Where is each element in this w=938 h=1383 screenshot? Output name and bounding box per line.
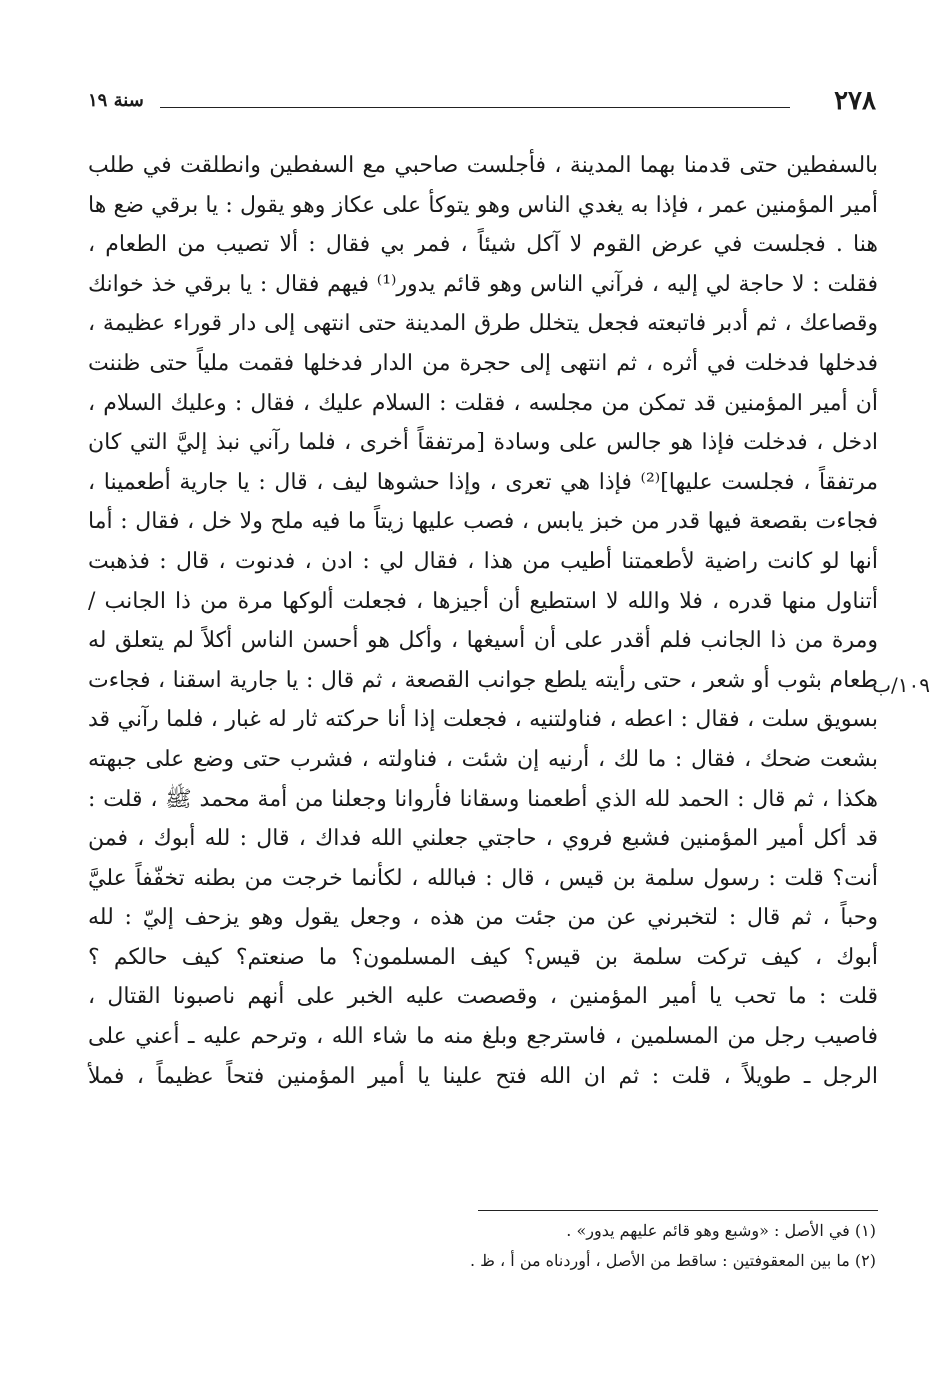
text-line: فقلت : لا حاجة لي إليه ، فرآني الناس وهو قائم يدور⁽¹⁾ فيهم فقال : يا برقي خذ خوانك <box>88 271 879 297</box>
text-line: وحباً ، ثم قال : لتخبرني عن من جئت من هذه ، وجعل يقول وهو يزحف إليّ : لله <box>88 905 878 931</box>
text-line: ومرة من ذا الجانب فلم أقدر على أن أسيغها ، وأكل هو أحسن الناس أكلاً لم يتعلق له <box>88 628 878 654</box>
text-line: بالسفطين حتى قدمنا بهما المدينة ، فأجلست صاحبي مع السفطين وانطلقت في طلب <box>88 153 878 178</box>
footnote-2: (٢) ما بين المعقوفتين : ساقط من الأصل ، أوردناه من أ ، ظ . <box>470 1251 876 1270</box>
text-line: أنت؟ قلت : رسول سلمة بن قيس ، قال : فبالله ، لكأنما خرجت من بطنه تخفّفاً عليَّ <box>88 865 878 891</box>
text-line: بشعت ضحك ، فقال : ما لك ، أرنيه إن شئت ، فناولته ، فشرب حتى وضع على جبهته <box>88 746 878 772</box>
header-rule <box>160 107 790 108</box>
text-line: هنا . فجلست في عرض القوم لا آكل شيئاً ، فمر بي فقال : ألا تصيب من الطعام ، <box>88 232 878 258</box>
text-line: مرتفقاً ، فجلست عليها]⁽²⁾ فإذا هي تعرى ، وإذا حشوها ليف ، قال : يا جارية أطعمينا ، <box>88 469 878 495</box>
text-line: أمير المؤمنين عمر ، فإذا به يغدي الناس وهو يتوكأ على عكاز وهو يقول : يا برقي ضع ها <box>88 192 878 218</box>
text-line: فجاءت بقصعة فيها قدر من خبز يابس ، فصب عليها زيتاً ما فيه ملح ولا خل ، فقال : أما <box>88 509 878 535</box>
text-line: طعام بثوب أو شعر ، حتى رأيته يلطع جوانب القصعة ، ثم قال : يا جارية اسقنا ، فجاءت <box>88 667 878 693</box>
text-line: أن أمير المؤمنين قد تمكن من مجلسه ، فقلت : السلام عليك ، فقال : وعليك السلام ، <box>88 390 878 416</box>
body-text <box>88 146 878 1096</box>
text-line: وقصاعك ، ثم أدبر فاتبعته فجعل يتخلل طرق المدينة حتى انتهى إلى دار قوراء عظيمة ، <box>88 311 878 337</box>
text-line: فدخلها فدخلت في أثره ، ثم انتهى إلى حجرة من الدار فدخلها فقمت ملياً حتى ظننت <box>88 350 878 376</box>
text-line: بسويق سلت ، فقال : اعطه ، فناولتنيه ، فجعلت إذا أنا حركته ثار له غبار ، فلما رآني قد <box>88 707 878 733</box>
text-line: ادخل ، فدخلت فإذا هو جالس على وسادة [مرتفقاً أخرى ، فلما رآني نبذ إليَّ التي كان <box>88 430 878 456</box>
text-line: فاصيب رجل من المسلمين ، فاسترجع وبلغ منه ما شاء الله ، وترحم عليه ـ أعني على <box>88 1024 878 1050</box>
text-line: أبوك ، كيف تركت سلمة بن قيس؟ كيف المسلمون؟ ما صنعتم؟ كيف حالكم ؟ <box>88 944 878 970</box>
manuscript-folio-marker: ١٠٩/ب <box>872 673 930 697</box>
text-line: الرجل ـ طويلاً ، قلت : ثم ان الله فتح علينا يا أمير المؤمنين فتحاً عظيماً ، فملأ <box>88 1063 878 1089</box>
page-number: ٢٧٨ <box>834 86 876 116</box>
text-line: قد أكل أمير المؤمنين فشبع فروي ، حاجتي جعلني الله فداك ، قال : لله أبوك ، فمن <box>88 826 878 852</box>
running-head: سنة ١٩ <box>88 90 144 111</box>
text-line: أتناول منها قدره ، فلا والله لا استطيع أن أجيزها ، فجعلت ألوكها مرة من ذا الجانب / <box>88 588 878 614</box>
footnote-separator <box>478 1210 878 1211</box>
footnotes <box>88 1216 876 1276</box>
text-line: هكذا ، ثم قال : الحمد لله الذي أطعمنا وسقانا فأروانا وجعلنا من أمة محمد ﷺ ، قلت : <box>88 786 878 812</box>
text-line: قلت : ما تحب يا أمير المؤمنين ، وقصصت عليه الخبر على أنهم ناصبونا القتال ، <box>88 984 878 1010</box>
page-header <box>88 86 876 116</box>
footnote-1: (١) في الأصل : «وشبع وهو قائم عليهم يدور» . <box>566 1221 876 1240</box>
text-line: أنها لو كانت راضية لأطعمتنا أطيب من هذا ، فقال لي : ادن ، فدنوت ، قال : فذهبت <box>88 548 878 574</box>
